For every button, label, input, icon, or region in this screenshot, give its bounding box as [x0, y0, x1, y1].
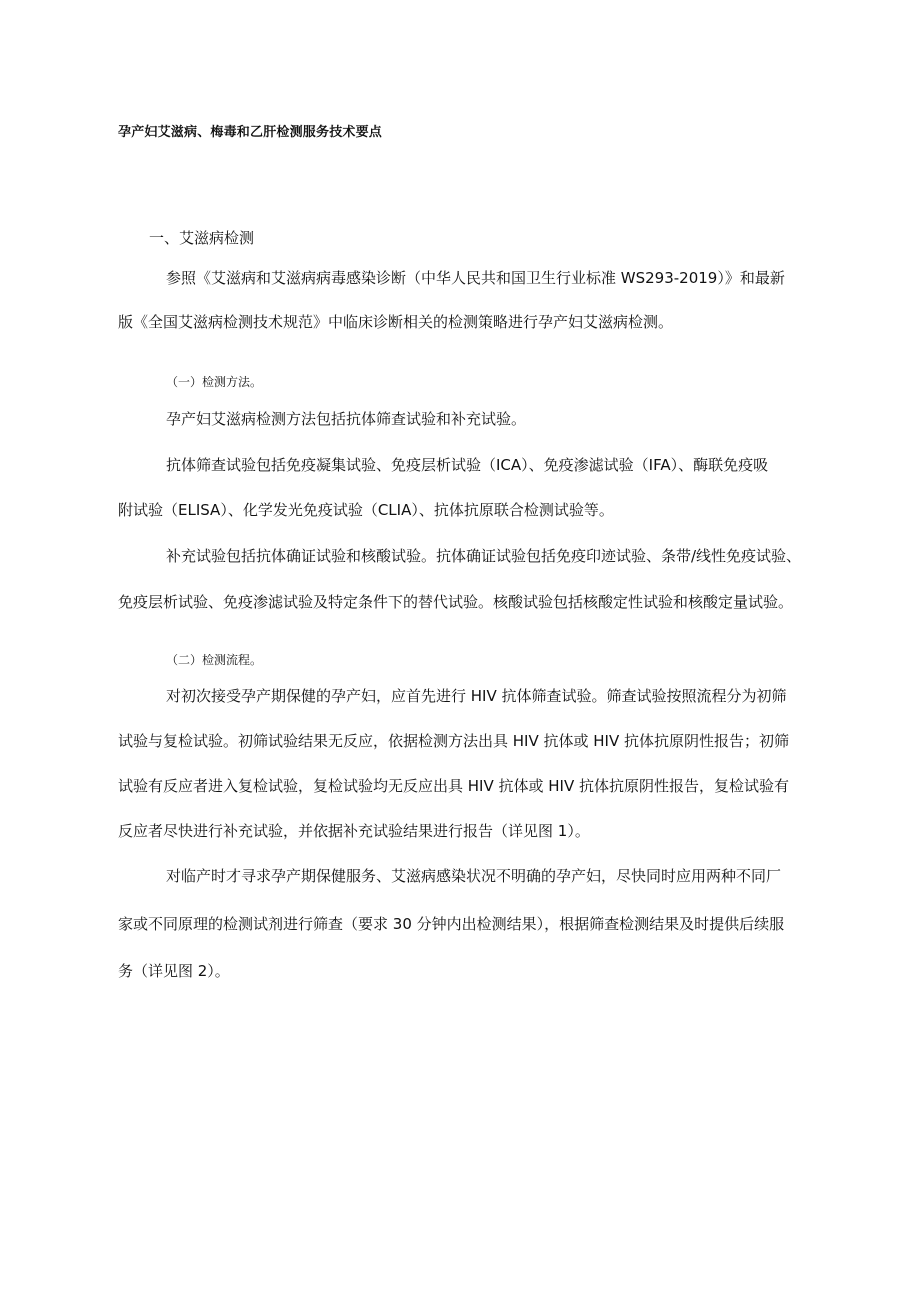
- intro-paragraph: [118, 267, 808, 333]
- section-heading-hiv-testing: 一、艾滋病检测: [149, 229, 255, 247]
- process-p1-line-3: 试验有反应者进入复检试验，复检试验均无反应出具 HIV 抗体或 HIV 抗体抗原阴性报告，复检试验有: [118, 777, 790, 795]
- process-p1-line-1: 对初次接受孕产期保健的孕产妇，应首先进行 HIV 抗体筛查试验。筛查试验按照流程分为初筛: [166, 687, 787, 705]
- subsection-heading-methods: （一）检测方法。: [166, 375, 263, 389]
- methods-p1-line-1: 孕产妇艾滋病检测方法包括抗体筛查试验和补充试验。: [166, 410, 527, 428]
- intro-line-1: 参照《艾滋病和艾滋病病毒感染诊断（中华人民共和国卫生行业标准 WS293-2019）》和最新: [166, 269, 785, 287]
- process-paragraph-1: [118, 685, 808, 842]
- process-p2-line-3: 务（详见图 2）。: [118, 962, 230, 980]
- process-p2-line-2: 家或不同原理的检测试剂进行筛查（要求 30 分钟内出检测结果），根据筛查检测结果及时提供后续服: [118, 915, 785, 933]
- methods-p3-line-1: 补充试验包括抗体确证试验和核酸试验。抗体确证试验包括免疫印迹试验、条带/线性免疫试验、: [166, 547, 802, 565]
- subsection-heading-process: （二）检测流程。: [166, 653, 263, 667]
- intro-line-2: 版《全国艾滋病检测技术规范》中临床诊断相关的检测策略进行孕产妇艾滋病检测。: [118, 313, 674, 331]
- process-p2-line-1: 对临产时才寻求孕产期保健服务、艾滋病感染状况不明确的孕产妇，尽快同时应用两种不同厂: [166, 867, 782, 885]
- methods-p3-line-2: 免疫层析试验、免疫渗滤试验及特定条件下的替代试验。核酸试验包括核酸定性试验和核酸定量试验。: [118, 593, 794, 611]
- process-paragraph-2: [118, 865, 808, 982]
- methods-paragraph-1: [118, 408, 808, 430]
- process-p1-line-2: 试验与复检试验。初筛试验结果无反应，依据检测方法出具 HIV 抗体或 HIV 抗体抗原阴性报告；初筛: [118, 732, 790, 750]
- process-p1-line-4: 反应者尽快进行补充试验，并依据补充试验结果进行报告（详见图 1）。: [118, 822, 590, 840]
- methods-paragraph-3: [118, 545, 808, 613]
- methods-p2-line-1: 抗体筛查试验包括免疫凝集试验、免疫层析试验（ICA）、免疫渗滤试验（IFA）、酶联免疫吸: [166, 456, 769, 474]
- methods-paragraph-2: [118, 454, 808, 521]
- methods-p2-line-2: 附试验（ELISA）、化学发光免疫试验（CLIA）、抗体抗原联合检测试验等。: [118, 501, 614, 519]
- document-title: 孕产妇艾滋病、梅毒和乙肝检测服务技术要点: [118, 125, 383, 140]
